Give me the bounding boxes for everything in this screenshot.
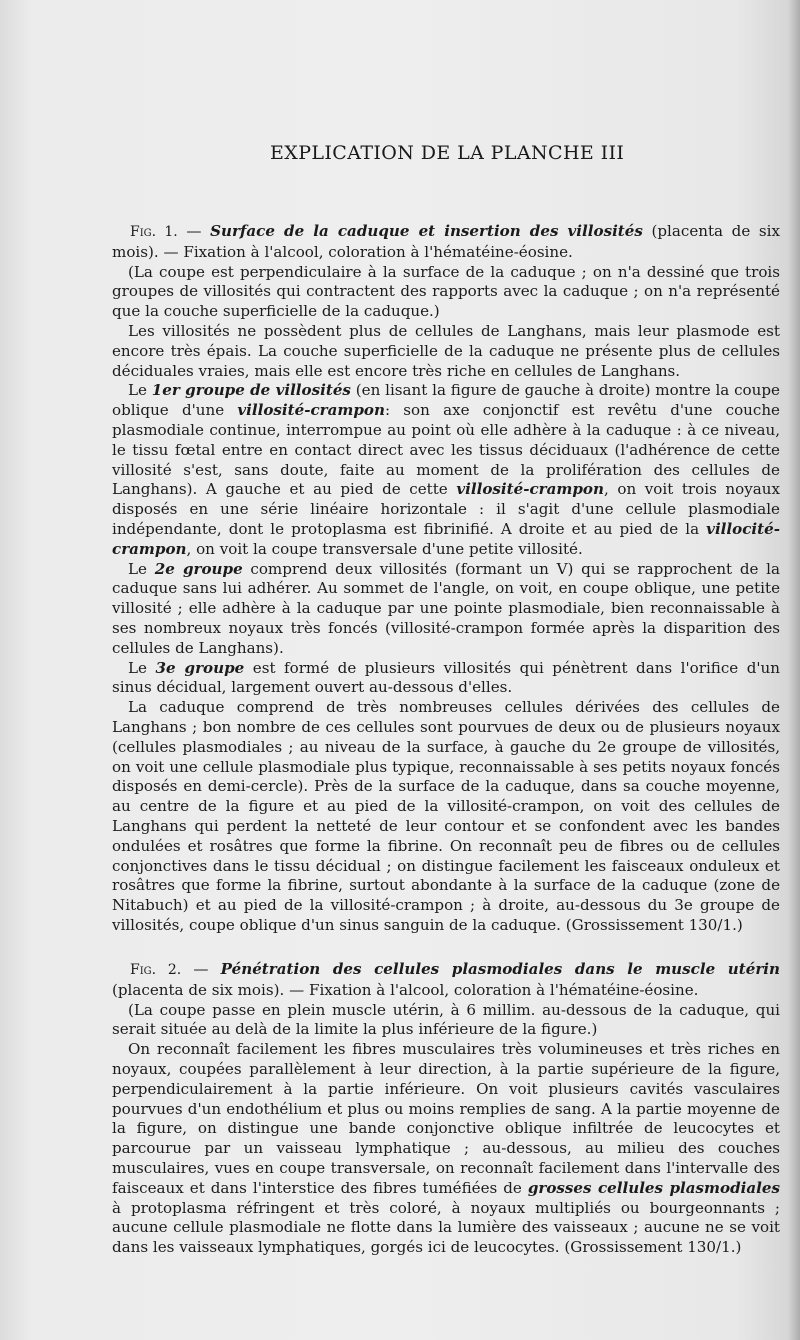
text-emphasis: villosité-crampon: [237, 401, 385, 420]
text-run: Le: [128, 658, 147, 677]
figure-1-caption-title: Surface de la caduque et insertion des villosités: [210, 222, 643, 240]
text-emphasis: grosses cellules plasmodiales: [527, 1178, 780, 1197]
figure-1-paragraph: Les villosités ne possèdent plus de cellules de Langhans, mais leur plasmode est encore très épais. La couche superficielle de la caduque ne présente plus de cellules déciduales vraies, mais elle est encore très riche en cellules de Langhans.: [112, 321, 780, 380]
text-run: On reconnaît facilement les fibres musculaires très volumineuses et très riches en noyaux, coupées parallèlement à leur direction, à la partie supérieure de la figure, perpendiculairement à la partie inférieure. On voit plusieurs cavités vasculaires pourvues d'un endothélium et plus ou moins remplies de sang. A la partie moyenne de la figure, on distingue une bande conjonctive oblique infiltrée de leucocytes et parcourue par un vaisseau lymphatique ; au-dessous, au milieu des couches musculaires, vues en coupe transversale, on reconnaît facilement dans l'intervalle des faisceaux et dans l'interstice des fibres tuméfiées de: [112, 1040, 780, 1197]
figure-2-paragraph: [112, 1040, 780, 1258]
figure-1-dash: —: [186, 222, 202, 240]
figure-1-paragraph: La caduque comprend de très nombreuses cellules dérivées des cellules de Langhans ; bon nombre de ces cellules sont pourvues de deux ou de plusieurs noyaux (cellules plasmodiales ; au niveau de la surface, à gauche du 2e groupe de villosités, on voit une cellule plasmodiale plus typique, reconnaissable à ses petits noyaux foncés disposés en demi-cercle). Près de la surface de la caduque, dans sa couche moyenne, au centre de la figure et au pied de la villosité-crampon, on voit des cellules de Langhans qui perdent la netteté de leur contour et se confondent avec les bandes ondulées et rosâtres que forme la fibrine. On reconnaît peu de fibres ou de cellules conjonctives dans le tissu décidual ; on distingue facilement les faisceaux onduleux et rosâtres que forme la fibrine, surtout abondante à la surface de la caduque (zone de Nitabuch) et au pied de la villosité-crampon ; à droite, au-dessous du 3e groupe de villosités, coupe oblique d'un sinus sanguin de la caduque. (Grossissement 130/1.): [112, 698, 780, 934]
figure-2-dash: —: [193, 960, 209, 978]
figure-2-caption-title: Pénétration des cellules plasmodiales dans le muscle utérin: [220, 960, 780, 978]
figure-1-paragraph: [112, 560, 780, 659]
text-emphasis: 1er groupe de villosités: [151, 381, 351, 400]
text-run: Le: [128, 381, 147, 400]
text-run: (en lisant la figure de gauche à droite) montre la coupe oblique d'une: [112, 381, 780, 420]
text-run: Le: [128, 559, 147, 578]
figure-2-caption-rest: (placenta de six mois). — Fixation à l'alcool, coloration à l'hématéine-éosine.: [112, 980, 699, 999]
figure-2-label: Fig. 2.: [130, 962, 182, 978]
figure-1-caption-rest: (placenta de six mois). — Fixation à l'alcool, coloration à l'hématéine-éosine.: [112, 222, 780, 261]
text-emphasis: 3e groupe: [155, 658, 245, 677]
figure-2-caption: [112, 960, 780, 1001]
text-run: comprend deux villosités (formant un V) qui se rapprochent de la caduque sans lui adhérer. Au sommet de l'angle, on voit, en coupe oblique, une petite villosité ; elle adhère à la caduque par une pointe plasmodiale, bien reconnaissable à ses nombreux noyaux très foncés (villosité-crampon formée après la disparition des cellules de Langhans).: [112, 559, 780, 657]
figure-1-caption: [112, 222, 780, 263]
figure-1-paragraph: (La coupe est perpendiculaire à la surface de la caduque ; on n'a dessiné que trois groupes de villosités qui contractent des rapports avec la caduque ; on n'a représenté que la couche superficielle de la caduque.): [112, 262, 780, 321]
page-gutter-shadow: [788, 0, 800, 1340]
text-run: à protoplasma réfringent et très coloré, à noyaux multipliés ou bourgeonnants ; aucune cellule plasmodiale ne flotte dans la lumière des vaisseaux ; aucune ne se voit dans les vaisseaux lymphatiques, gorgés ici de leucocytes. (Grossissement 130/1.): [112, 1198, 780, 1257]
figure-1-section: [112, 222, 780, 936]
figure-2-paragraph: (La coupe passe en plein muscle utérin, à 6 millim. au-dessous de la caduque, qui serait située au delà de la limite la plus inférieure de la figure.): [112, 1000, 780, 1039]
figure-1-paragraph: [112, 659, 780, 699]
page-title: EXPLICATION DE LA PLANCHE III: [270, 142, 625, 164]
text-emphasis: villosité-crampon: [456, 480, 604, 499]
text-run: : son axe conjonctif est revêtu d'une couche plasmodiale continue, interrompue au point où elle adhère à la caduque : à ce niveau, le tissu fœtal entre en contact direct avec les tissus déciduaux (l'adhérence de cette villosité s'est, sans doute, faite au moment de la prolifération des cellules de Langhans). A gauche et au pied de cette: [112, 401, 780, 499]
figure-2-section: [112, 960, 780, 1258]
figure-1-label: Fig. 1.: [130, 224, 178, 240]
text-run: est formé de plusieurs villosités qui pénètrent dans l'orifice d'un sinus décidual, largement ouvert au-dessous d'elles.: [112, 658, 780, 697]
text-emphasis: villocité-crampon: [112, 519, 780, 558]
text-emphasis: 2e groupe: [154, 559, 243, 578]
text-run: , on voit la coupe transversale d'une petite villosité.: [186, 539, 583, 558]
figure-1-paragraph: [112, 381, 780, 559]
text-run: , on voit trois noyaux disposés en une série linéaire horizontale : il s'agit d'une cellule plasmodiale indépendante, dont le protoplasma est fibrinifié. A droite et au pied de la: [112, 480, 780, 538]
